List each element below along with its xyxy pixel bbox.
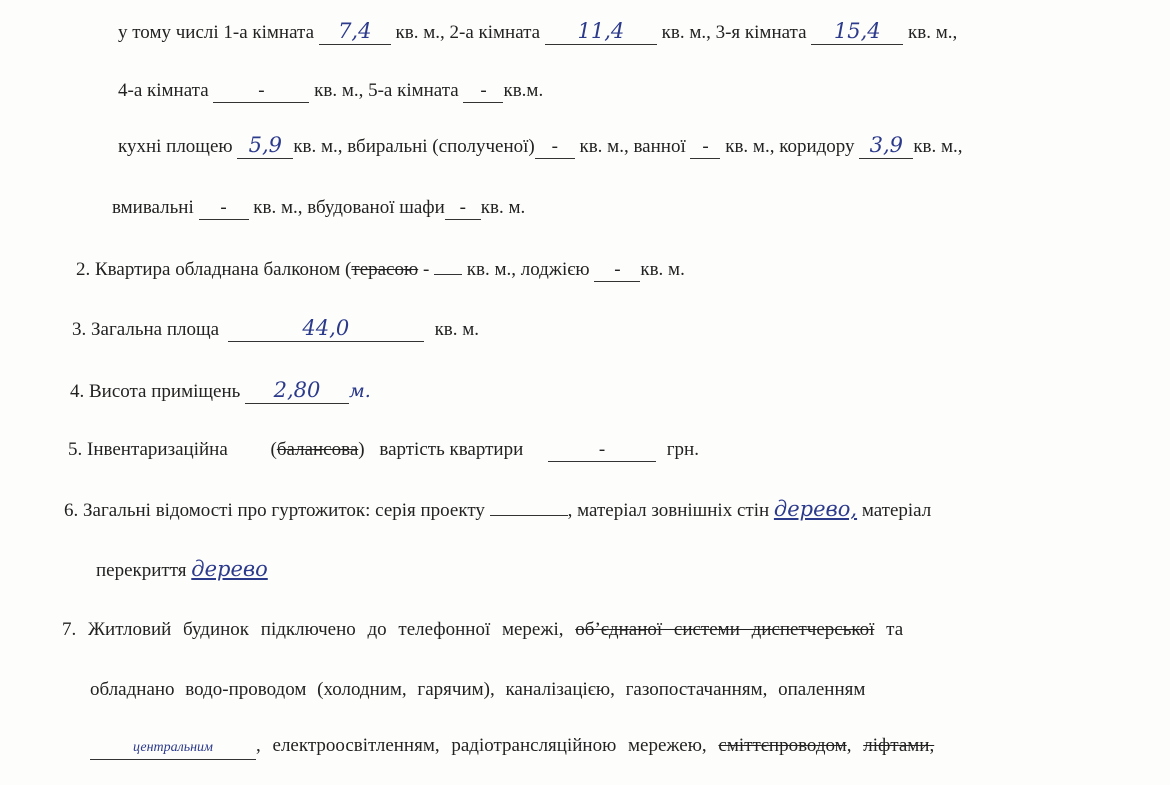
item-7-line-2 [90, 677, 865, 703]
height-label: 4. Висота приміщень [70, 381, 241, 402]
struck-terrace: терасою [351, 259, 419, 280]
loggia-label: кв. м., лоджією [466, 259, 590, 280]
rooms-line-1 [118, 20, 957, 46]
equipment-text: обладнано водо-проводом (холодним, гарячим), каналізацією, газопостачанням, опаленням [90, 679, 866, 700]
toilet-area: - [535, 136, 575, 159]
dorm-info-label: 6. Загальні відомості про гуртожиток: серія проекту [64, 500, 485, 521]
heating-value: центральним [90, 735, 256, 760]
balcony-text: 2. Квартира обладнана балконом ( [76, 259, 352, 280]
room-4-label: 4-а кімната [118, 80, 209, 101]
item-5-value: 5. Інвентаризаційна (балансова) вартість квартири - грн. [68, 439, 699, 460]
building-text: 7. Житловий будинок підключено до телефонної мережі, [62, 619, 564, 640]
washbasin-label: вмивальні [112, 197, 194, 218]
unit-label: кв. м. [640, 259, 685, 280]
total-area-value: 44,0 [228, 317, 424, 342]
item-6-dorm-info [64, 496, 931, 524]
room-5-label: кв. м., 5-а кімната [314, 80, 459, 101]
corridor-area: 3,9 [859, 134, 913, 159]
item-3-total-area [72, 317, 479, 343]
height-value: 2,80 [245, 379, 349, 404]
currency-label: грн. [666, 439, 699, 460]
unit-label: кв. м. [434, 319, 480, 340]
unit-label: кв. м., [908, 22, 958, 43]
inventory-label: 5. Інвентаризаційна [68, 439, 228, 460]
item-2-balcony: 2. Квартира обладнана балконом (терасою - кв. м., лоджією - кв. м. [76, 259, 685, 280]
room-4-area: - [213, 80, 309, 103]
project-series-value [490, 515, 568, 516]
rooms-line-4 [112, 195, 525, 221]
bathroom-label: кв. м., ванної [579, 136, 686, 157]
loggia-area: - [594, 259, 640, 282]
struck-garbage-chute: сміттєпроводом [718, 735, 847, 756]
room-3-area: 15,4 [811, 20, 903, 45]
room-3-label: кв. м., 3-я кімната [661, 22, 807, 43]
room-5-area: - [463, 80, 503, 103]
wall-material-label: , матеріал зовнішніх стін [567, 500, 770, 521]
total-area-label: 3. Загальна площа [72, 319, 220, 340]
cost-label: вартість квартири [379, 439, 524, 460]
kitchen-area: 5,9 [237, 134, 293, 159]
wardrobe-label: кв. м., вбудованої шафи [253, 197, 445, 218]
room-1-area: 7,4 [319, 20, 391, 45]
electric-text: лектроосвітленням, радіотрансляційною мережею, [280, 735, 707, 756]
unit-label: кв. м., [913, 136, 963, 157]
corridor-label: кв. м., коридору [725, 136, 855, 157]
kitchen-label: кухні площею [118, 136, 233, 157]
item-7-line-3: центральним , електроосвітленням, радіотрансляційною мережею, сміттєпроводом, ліфтами, [90, 733, 934, 760]
unit-label: кв. м. [480, 197, 526, 218]
toilet-label: кв. м., вбиральні (сполученої) [293, 136, 535, 157]
unit-label: кв.м. [503, 80, 544, 101]
rooms-line-2 [118, 78, 543, 104]
struck-elevators: ліфтами, [863, 735, 935, 756]
rooms-line-3 [118, 134, 963, 160]
room-2-area: 11,4 [545, 20, 657, 45]
wall-material-value: дерево, [773, 497, 858, 521]
struck-dispatch-system: об’єднаної системи диспетчерської [575, 619, 875, 640]
balcony-area [434, 274, 462, 275]
room-2-label: кв. м., 2-а кімната [395, 22, 541, 43]
item-6-line-2 [96, 556, 268, 584]
struck-balance: балансова [276, 439, 359, 460]
ceiling-label: перекриття [96, 560, 187, 581]
ceiling-material-value: дерево [191, 557, 268, 581]
material-label: матеріал [861, 500, 932, 521]
wardrobe-area: - [445, 197, 481, 220]
washbasin-area: - [199, 197, 249, 220]
bathroom-area: - [690, 136, 720, 159]
unit-label: м. [349, 380, 371, 402]
item-7-line-1: 7. Житловий будинок підключено до телефонної мережі, об’єднаної системи диспетчерської та [62, 619, 904, 640]
item-4-height [70, 378, 371, 405]
rooms-text-1: у тому числі 1-а кімната [118, 22, 315, 43]
cost-value: - [548, 439, 656, 462]
